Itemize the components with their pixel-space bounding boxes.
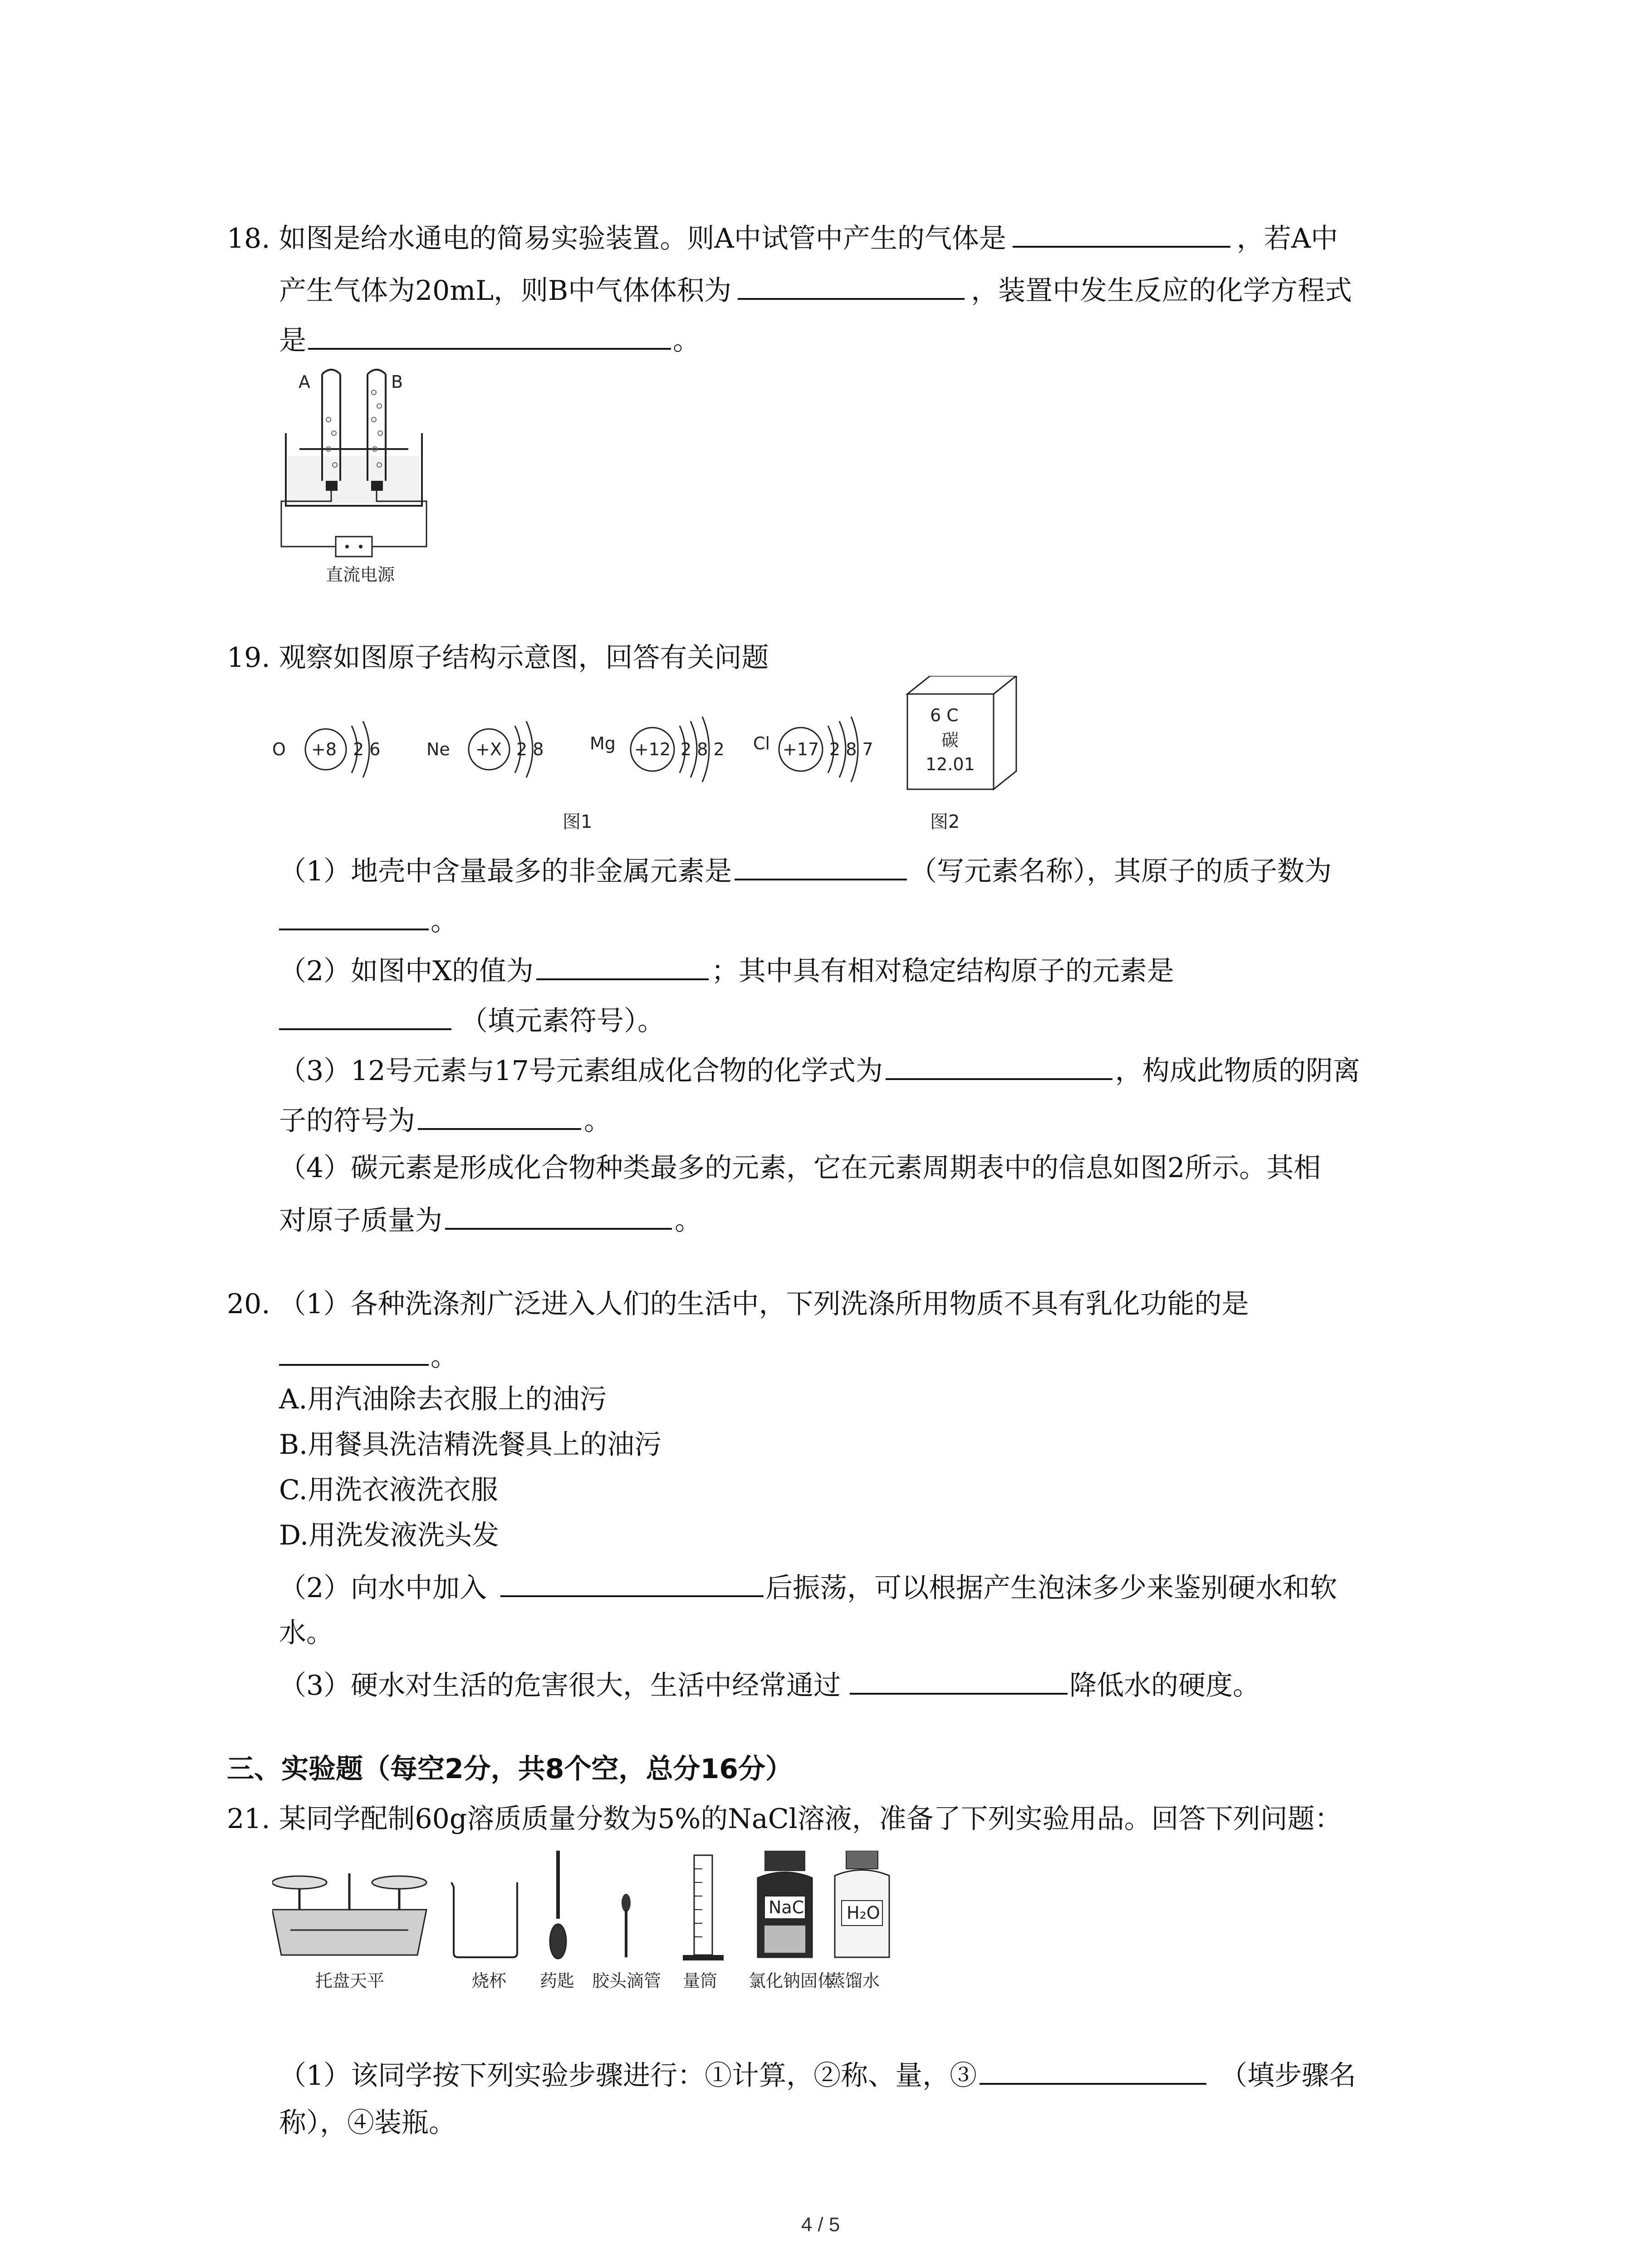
figure-1-caption: 图1 bbox=[563, 811, 593, 832]
water-bottle-icon bbox=[835, 1851, 889, 1957]
q19-text: 子的符号为 bbox=[279, 1105, 415, 1137]
nacl-label: NaCl bbox=[769, 1897, 809, 1917]
nacl-jar-icon bbox=[758, 1851, 812, 1957]
q20-option-c: C.用洗衣液洗衣服 bbox=[279, 1474, 498, 1506]
q20-text: （2）向水中加入 bbox=[279, 1572, 487, 1604]
q19-text: 。 bbox=[675, 1205, 702, 1237]
atom-symbol: Ne bbox=[426, 739, 450, 759]
q19-part-3-cont bbox=[279, 1100, 611, 1139]
label-a: A bbox=[299, 372, 310, 392]
q18-line-2 bbox=[279, 270, 1352, 309]
q20-text: 。 bbox=[431, 1341, 458, 1373]
element-mass: 12.01 bbox=[926, 754, 975, 774]
equipment-label: 胶头滴管 bbox=[592, 1971, 661, 1991]
figure-2-caption: 图2 bbox=[930, 811, 960, 832]
nucleus-charge: +8 bbox=[311, 739, 337, 759]
electron-shells: 2 8 bbox=[516, 739, 544, 759]
q19-text: （写元素名称），其原子的质子数为 bbox=[910, 855, 1332, 887]
q20-part-2-cont: 水。 bbox=[279, 1617, 333, 1649]
q21-text: （1）该同学按下列实验步骤进行：①计算，②称、量，③ bbox=[279, 2060, 977, 2092]
q21-part-1-cont: 称），④装瓶。 bbox=[279, 2107, 456, 2139]
q19-part-1 bbox=[279, 850, 1332, 890]
q20-text: （3）硬水对生活的危害很大，生活中经常通过 bbox=[279, 1670, 841, 1701]
h2o-label: H₂O bbox=[847, 1903, 880, 1923]
equipment-label: 药匙 bbox=[540, 1971, 575, 1991]
equipment-label: 量筒 bbox=[683, 1971, 718, 1991]
section-3-heading: 三、实验题（每空2分，共8个空，总分16分） bbox=[227, 1753, 793, 1785]
atom-structure-figure bbox=[272, 676, 1021, 848]
equipment-label: 氯化钠固体 bbox=[749, 1971, 835, 1991]
q18-text: 是 bbox=[279, 325, 306, 357]
q18-text: 产生气体为20mL，则B中气体体积为 bbox=[279, 275, 732, 307]
answer-blank[interactable] bbox=[418, 1100, 581, 1130]
q19-part-1-cont bbox=[279, 900, 458, 939]
carbon-element-tile bbox=[907, 676, 1016, 789]
q18-line-1 bbox=[227, 218, 1338, 257]
q19-part-2 bbox=[279, 950, 1174, 989]
q19-part-2-cont bbox=[279, 1000, 665, 1039]
answer-blank[interactable] bbox=[536, 950, 709, 980]
equipment-label: 托盘天平 bbox=[315, 1971, 385, 1991]
q20-option-b: B.用餐具洗洁精洗餐具上的油污 bbox=[279, 1429, 662, 1461]
electrolysis-figure bbox=[272, 365, 436, 587]
q18-text: 。 bbox=[673, 325, 700, 357]
q20-text: 降低水的硬度。 bbox=[1069, 1670, 1260, 1701]
atom-diagram-ne bbox=[426, 721, 544, 777]
answer-blank[interactable] bbox=[308, 320, 671, 350]
q20-option-a: A.用汽油除去衣服上的油污 bbox=[279, 1383, 607, 1415]
page-number: 4 / 5 bbox=[801, 2214, 840, 2236]
q21-part-1 bbox=[279, 2055, 1356, 2094]
q19-text: 对原子质量为 bbox=[279, 1205, 442, 1237]
balance-icon bbox=[272, 1873, 426, 1955]
element-name: 碳 bbox=[941, 730, 959, 750]
q19-text: 。 bbox=[584, 1105, 611, 1137]
answer-blank[interactable] bbox=[279, 900, 429, 930]
q20-option-d: D.用洗发液洗头发 bbox=[279, 1520, 500, 1551]
q19-stem: 19. 观察如图原子结构示意图，回答有关问题 bbox=[227, 642, 769, 674]
answer-blank[interactable] bbox=[850, 1665, 1068, 1695]
answer-blank[interactable] bbox=[279, 1336, 429, 1366]
spoon-icon bbox=[550, 1851, 566, 1959]
q19-text: ；其中具有相对稳定结构原子的元素是 bbox=[711, 955, 1174, 987]
nucleus-charge: +X bbox=[475, 739, 502, 759]
label-b: B bbox=[391, 372, 403, 392]
answer-blank[interactable] bbox=[445, 1200, 672, 1230]
q19-text: （填元素符号）。 bbox=[460, 1005, 665, 1037]
electron-shells: 2 8 7 bbox=[829, 739, 873, 759]
beaker-icon bbox=[451, 1882, 517, 1957]
answer-blank[interactable] bbox=[886, 1050, 1112, 1080]
atom-symbol: Mg bbox=[590, 733, 616, 753]
equipment-label: 蒸馏水 bbox=[828, 1971, 880, 1991]
electron-shells: 2 8 2 bbox=[681, 739, 725, 759]
atom-diagram-o bbox=[272, 721, 380, 777]
q19-part-3 bbox=[279, 1050, 1360, 1089]
q21-stem: 21. 某同学配制60g溶质质量分数为5%的NaCl溶液，准备了下列实验用品。回答下列问题： bbox=[227, 1803, 1342, 1835]
q19-text: （3）12号元素与17号元素组成化合物的化学式为 bbox=[279, 1055, 883, 1087]
q20-part-3 bbox=[279, 1665, 1260, 1704]
nucleus-charge: +17 bbox=[783, 739, 819, 759]
equipment-label: 烧杯 bbox=[472, 1971, 507, 1991]
q20-text: 后振荡，可以根据产生泡沫多少来鉴别硬水和软 bbox=[765, 1572, 1337, 1604]
q20-part-1: 20. （1）各种洗涤剂广泛进入人们的生活中，下列洗涤所用物质不具有乳化功能的是 bbox=[227, 1288, 1249, 1320]
atom-symbol: O bbox=[272, 739, 286, 759]
element-number-symbol: 6 C bbox=[930, 705, 959, 725]
q19-part-4-cont bbox=[279, 1200, 702, 1239]
atom-diagram-mg bbox=[590, 717, 725, 782]
q19-text: 。 bbox=[431, 905, 458, 937]
power-label: 直流电源 bbox=[326, 565, 395, 585]
answer-blank[interactable] bbox=[1013, 218, 1230, 248]
atom-symbol: Cl bbox=[753, 733, 770, 753]
q19-text: （1）地壳中含量最多的非金属元素是 bbox=[279, 855, 732, 887]
answer-blank[interactable] bbox=[500, 1567, 764, 1597]
q18-line-3 bbox=[279, 320, 700, 359]
answer-blank[interactable] bbox=[735, 850, 907, 880]
q19-text: ，构成此物质的阴离 bbox=[1115, 1055, 1360, 1087]
lab-equipment-figure bbox=[272, 1851, 953, 2032]
q20-part-2 bbox=[279, 1567, 1337, 1606]
electron-shells: 2 6 bbox=[353, 739, 381, 759]
q19-text: （2）如图中X的值为 bbox=[279, 955, 534, 987]
answer-blank[interactable] bbox=[738, 270, 965, 300]
answer-blank[interactable] bbox=[980, 2055, 1206, 2085]
answer-blank[interactable] bbox=[279, 1000, 451, 1030]
nucleus-charge: +12 bbox=[634, 739, 671, 759]
q18-text: ，装置中发生反应的化学方程式 bbox=[971, 275, 1352, 307]
q20-part-1-cont bbox=[279, 1336, 458, 1375]
q18-text: 18. 如图是给水通电的简易实验装置。则A中试管中产生的气体是 bbox=[227, 223, 1006, 254]
dropper-icon bbox=[622, 1894, 631, 1957]
q18-text: ，若A中 bbox=[1236, 223, 1338, 254]
graduated-cylinder-icon bbox=[683, 1855, 724, 1960]
atom-diagram-cl bbox=[753, 717, 873, 782]
q21-text: （填步骤名 bbox=[1220, 2060, 1357, 2092]
q19-part-4: （4）碳元素是形成化合物种类最多的元素，它在元素周期表中的信息如图2所示。其相 bbox=[279, 1152, 1321, 1184]
